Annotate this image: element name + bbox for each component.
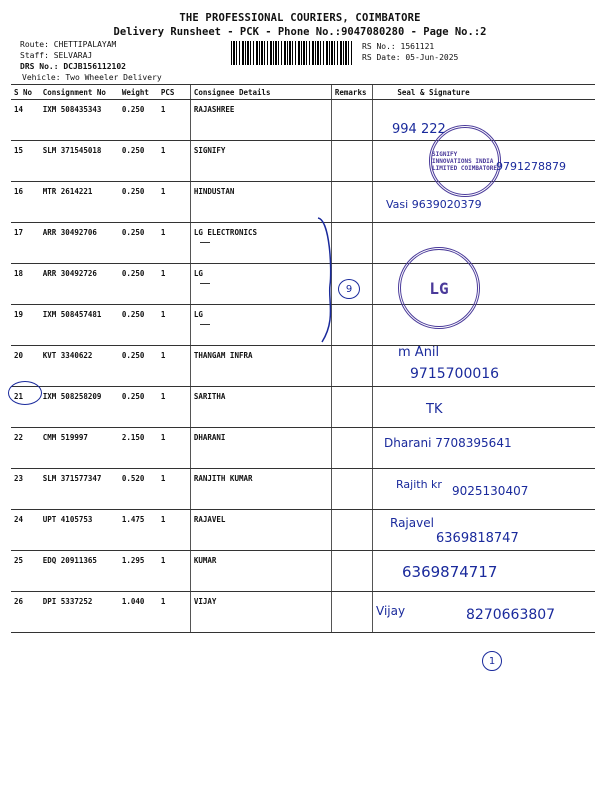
runsheet-subtitle: Delivery Runsheet - PCK - Phone No.:9047080280 - Page No.:2 xyxy=(113,26,487,38)
consignee-cell: SIGNIFY xyxy=(190,141,331,182)
barcode xyxy=(231,41,352,65)
table-row xyxy=(11,551,595,592)
pcs-cell: 1 xyxy=(158,592,190,633)
sno-cell: 17 xyxy=(11,223,40,264)
pcs-cell: 1 xyxy=(158,551,190,592)
signature-20a: m Anil xyxy=(398,345,440,360)
sno-cell: 21 xyxy=(11,387,40,428)
sno-cell: 22 xyxy=(11,428,40,469)
consignment-cell: UPT 4105753 xyxy=(40,510,119,551)
consignee-cell: DHARANI xyxy=(190,428,331,469)
consignment-cell: SLM 371577347 xyxy=(40,469,119,510)
table-row xyxy=(11,100,595,141)
table-row xyxy=(11,387,595,428)
sno-cell: 26 xyxy=(11,592,40,633)
consignee-cell: LG ELECTRONICS xyxy=(190,223,331,264)
sno-cell: 19 xyxy=(11,305,40,346)
weight-cell: 1.475 xyxy=(119,510,158,551)
vehicle-label: Vehicle: Two Wheeler Delivery xyxy=(22,73,162,82)
remarks-cell xyxy=(331,100,373,141)
signature-26a: Vijay xyxy=(376,604,406,618)
pcs-cell: 1 xyxy=(158,264,190,305)
consignment-cell: SLM 371545018 xyxy=(40,141,119,182)
consignment-cell: MTR 2614221 xyxy=(40,182,119,223)
weight-cell: 0.250 xyxy=(119,100,158,141)
weight-cell: 0.250 xyxy=(119,264,158,305)
weight-cell: 1.040 xyxy=(119,592,158,633)
remarks-cell xyxy=(331,469,373,510)
signature-22: Dharani 7708395641 xyxy=(384,436,512,450)
pcs-cell: 1 xyxy=(158,100,190,141)
sno-cell: 24 xyxy=(11,510,40,551)
sno-cell: 23 xyxy=(11,469,40,510)
sno-cell: 16 xyxy=(11,182,40,223)
route-label: Route: CHETTIPALAYAM xyxy=(20,40,117,49)
weight-cell: 0.520 xyxy=(119,469,158,510)
sno-cell: 20 xyxy=(11,346,40,387)
dash-mark xyxy=(200,324,210,325)
col-weight: Weight xyxy=(119,85,158,100)
sno-cell: 25 xyxy=(11,551,40,592)
consignment-cell: KVT 3340622 xyxy=(40,346,119,387)
weight-cell: 0.250 xyxy=(119,223,158,264)
pcs-cell: 1 xyxy=(158,223,190,264)
signature-23b: 9025130407 xyxy=(452,484,529,498)
col-consignee: Consignee Details xyxy=(190,85,331,100)
pcs-cell: 1 xyxy=(158,305,190,346)
weight-cell: 0.250 xyxy=(119,182,158,223)
row-circle-mark xyxy=(8,381,42,405)
col-remarks: Remarks xyxy=(331,85,373,100)
weight-cell: 1.295 xyxy=(119,551,158,592)
rs-date: RS Date: 05-Jun-2025 xyxy=(362,53,459,62)
consignee-cell: RAJAVEL xyxy=(190,510,331,551)
consignee-cell: LG xyxy=(190,264,331,305)
signature-26b: 8270663807 xyxy=(466,607,556,623)
col-sno: S No xyxy=(11,85,40,100)
weight-cell: 0.250 xyxy=(119,387,158,428)
pcs-cell: 1 xyxy=(158,428,190,469)
consignment-cell: IXM 508457481 xyxy=(40,305,119,346)
signature-24a: Rajavel xyxy=(390,516,434,530)
consignee-cell: LG xyxy=(190,305,331,346)
consignment-cell: ARR 30492706 xyxy=(40,223,119,264)
table-header-row xyxy=(11,85,595,100)
col-consignment: Consignment No xyxy=(40,85,119,100)
remarks-cell xyxy=(331,387,373,428)
pcs-cell: 1 xyxy=(158,346,190,387)
pcs-cell: 1 xyxy=(158,510,190,551)
dash-mark xyxy=(200,283,210,284)
consignee-cell: THANGAM INFRA xyxy=(190,346,331,387)
weight-cell: 0.250 xyxy=(119,141,158,182)
col-pcs: PCS xyxy=(158,85,190,100)
signature-20b: 9715700016 xyxy=(410,366,500,382)
staff-label: Staff: SELVARAJ xyxy=(20,51,93,60)
consignment-cell: DPI 5337252 xyxy=(40,592,119,633)
pcs-cell: 1 xyxy=(158,141,190,182)
signature-16: Vasi 9639020379 xyxy=(386,198,482,211)
table-row xyxy=(11,346,595,387)
consignee-cell: HINDUSTAN xyxy=(190,182,331,223)
consignee-cell: RANJITH KUMAR xyxy=(190,469,331,510)
signature-25: 6369874717 xyxy=(402,563,498,581)
company-stamp: LG xyxy=(398,247,480,329)
weight-cell: 0.250 xyxy=(119,305,158,346)
signature-14: 994 222 xyxy=(392,122,446,137)
company-stamp: SIGNIFY INNOVATIONS INDIA LIMITED COIMBATORE xyxy=(429,125,501,197)
signature-cell xyxy=(373,223,595,264)
pcs-cell: 1 xyxy=(158,182,190,223)
dash-mark xyxy=(200,242,210,243)
remarks-cell xyxy=(331,141,373,182)
sno-cell: 15 xyxy=(11,141,40,182)
consignment-cell: IXM 508258209 xyxy=(40,387,119,428)
sno-cell: 14 xyxy=(11,100,40,141)
consignee-cell: SARITHA xyxy=(190,387,331,428)
count-mark: 9 xyxy=(338,279,360,299)
drs-label: DRS No.: DCJB156112102 xyxy=(20,62,126,71)
signature-cell xyxy=(373,387,595,428)
remarks-cell xyxy=(331,346,373,387)
signature-23a: Rajith kr xyxy=(396,478,442,491)
company-title: THE PROFESSIONAL COURIERS, COIMBATORE xyxy=(179,12,421,24)
pcs-cell: 1 xyxy=(158,387,190,428)
sno-cell: 18 xyxy=(11,264,40,305)
consignment-cell: CMM 519997 xyxy=(40,428,119,469)
signature-24b: 6369818747 xyxy=(436,531,519,546)
remarks-cell xyxy=(331,551,373,592)
remarks-cell xyxy=(331,592,373,633)
rs-number: RS No.: 1561121 xyxy=(362,42,435,51)
remarks-cell xyxy=(331,510,373,551)
remarks-cell xyxy=(331,428,373,469)
page-mark: 1 xyxy=(482,651,502,671)
consignee-cell: RAJASHREE xyxy=(190,100,331,141)
weight-cell: 2.150 xyxy=(119,428,158,469)
consignment-cell: IXM 508435343 xyxy=(40,100,119,141)
weight-cell: 0.250 xyxy=(119,346,158,387)
consignment-cell: ARR 30492726 xyxy=(40,264,119,305)
signature-15: 9791278879 xyxy=(496,160,566,173)
pcs-cell: 1 xyxy=(158,469,190,510)
consignment-cell: EDQ 20911365 xyxy=(40,551,119,592)
consignee-cell: KUMAR xyxy=(190,551,331,592)
consignee-cell: VIJAY xyxy=(190,592,331,633)
signature-21: TK xyxy=(426,402,443,417)
col-signature: Seal & Signature xyxy=(373,85,595,100)
